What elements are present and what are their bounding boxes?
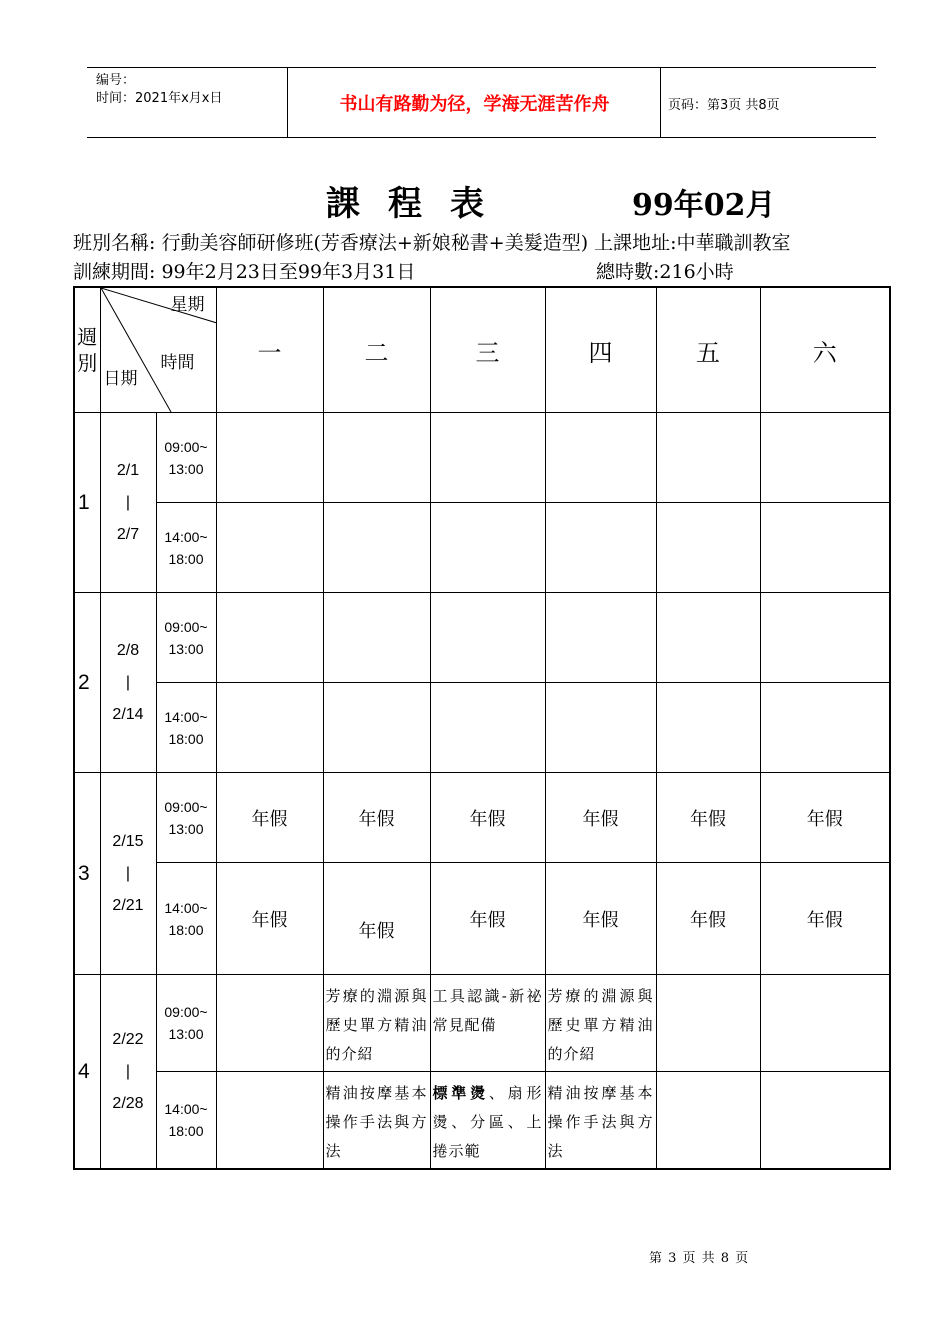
schedule-cell — [323, 503, 430, 593]
table-row — [74, 503, 890, 593]
corner-date-label: 日期 — [103, 369, 138, 389]
time-slot: 14:00~ 18:00 — [156, 863, 216, 975]
course-cell: 精油按摩基本操作手法與方法 — [323, 1072, 430, 1170]
table-row — [74, 863, 890, 975]
schedule-cell — [760, 1072, 890, 1170]
week-number: 4 — [74, 975, 100, 1170]
table-row — [74, 413, 890, 503]
schedule-cell — [656, 413, 760, 503]
course-rest-text: 、扇形燙、分區、上捲示範 — [432, 1084, 543, 1160]
date-range — [100, 593, 156, 773]
header-slogan: 书山有路勤为径，学海无涯苦作舟 — [339, 94, 610, 115]
date-range — [100, 413, 156, 593]
page-footer: 第 3 页 共 8 页 — [649, 1251, 750, 1266]
table-header-row — [74, 287, 890, 413]
schedule-cell — [656, 1072, 760, 1170]
schedule-cell — [323, 683, 430, 773]
number-label: 编号： — [96, 73, 136, 88]
day-header: 一 — [216, 287, 323, 413]
schedule-cell — [760, 503, 890, 593]
date-start: 2/15 — [112, 832, 144, 850]
schedule-cell — [430, 503, 545, 593]
holiday-cell: 年假 — [216, 863, 323, 975]
corner-time-label: 時間 — [160, 353, 195, 373]
schedule-cell — [216, 503, 323, 593]
schedule-cell — [760, 413, 890, 503]
date-end: 2/21 — [112, 896, 144, 914]
holiday-cell: 年假 — [323, 863, 430, 975]
course-bold-text: 標準燙 — [432, 1084, 489, 1102]
table-row — [74, 975, 890, 1072]
title-date: 99年02月 — [632, 188, 776, 223]
schedule-cell — [545, 503, 656, 593]
course-cell-bold-prefix — [430, 1072, 545, 1170]
date-range — [100, 773, 156, 975]
date-end: 2/7 — [116, 525, 140, 543]
holiday-cell: 年假 — [545, 773, 656, 863]
time-slot: 09:00~ 13:00 — [156, 413, 216, 503]
week-number: 1 — [74, 413, 100, 593]
schedule-cell — [760, 593, 890, 683]
time-label: 时间：2021年x月x日 — [96, 91, 223, 106]
holiday-cell: 年假 — [760, 773, 890, 863]
date-end: 2/14 — [112, 705, 144, 723]
schedule-cell — [216, 593, 323, 683]
table-row — [74, 1072, 890, 1170]
week-column-header — [74, 287, 100, 413]
date-separator: | — [125, 493, 131, 511]
training-period-line — [73, 257, 734, 284]
class-info: 班別名稱: 行動美容師研修班(芳香療法+新娘秘書+美髮造型) 上課地址:中華職訓教室 — [73, 232, 791, 254]
week-column-label: 週別 — [77, 325, 98, 375]
time-slot: 14:00~ 18:00 — [156, 1072, 216, 1170]
time-slot: 09:00~ 13:00 — [156, 773, 216, 863]
date-separator: | — [125, 673, 131, 691]
schedule-cell — [216, 975, 323, 1072]
total-hours: 總時數:216小時 — [596, 261, 734, 283]
header-meta — [96, 72, 222, 108]
day-header: 五 — [656, 287, 760, 413]
holiday-cell: 年假 — [216, 773, 323, 863]
table-row — [74, 683, 890, 773]
date-end: 2/28 — [112, 1094, 144, 1112]
time-slot: 09:00~ 13:00 — [156, 975, 216, 1072]
week-number: 3 — [74, 773, 100, 975]
page-indicator: 页码：第3页 共8页 — [668, 98, 780, 113]
date-start: 2/22 — [112, 1030, 144, 1048]
schedule-cell — [216, 1072, 323, 1170]
table-row — [74, 593, 890, 683]
course-cell: 芳療的淵源與歷史單方精油的介紹 — [323, 975, 430, 1072]
schedule-cell — [656, 503, 760, 593]
schedule-cell — [545, 593, 656, 683]
schedule-cell — [430, 683, 545, 773]
course-cell: 工具認識-新祕常見配備 — [430, 975, 545, 1072]
schedule-cell — [760, 975, 890, 1072]
training-period: 訓練期間: 99年2月23日至99年3月31日 — [73, 261, 416, 283]
holiday-cell: 年假 — [430, 773, 545, 863]
header-divider — [660, 68, 661, 137]
corner-week-label: 星期 — [170, 295, 205, 315]
holiday-cell: 年假 — [656, 863, 760, 975]
holiday-cell: 年假 — [760, 863, 890, 975]
date-range — [100, 975, 156, 1170]
date-start: 2/8 — [116, 641, 140, 659]
day-header: 三 — [430, 287, 545, 413]
holiday-cell: 年假 — [656, 773, 760, 863]
schedule-cell — [545, 683, 656, 773]
document-header — [87, 67, 876, 138]
week-number: 2 — [74, 593, 100, 773]
day-header: 六 — [760, 287, 890, 413]
schedule-cell — [545, 413, 656, 503]
schedule-cell — [216, 413, 323, 503]
date-separator: | — [125, 864, 131, 882]
schedule-cell — [430, 593, 545, 683]
holiday-cell: 年假 — [323, 773, 430, 863]
holiday-cell: 年假 — [430, 863, 545, 975]
holiday-cell: 年假 — [545, 863, 656, 975]
day-header: 二 — [323, 287, 430, 413]
day-header: 四 — [545, 287, 656, 413]
date-separator: | — [125, 1062, 131, 1080]
schedule-cell — [323, 593, 430, 683]
schedule-cell — [430, 413, 545, 503]
schedule-cell — [760, 683, 890, 773]
time-slot: 09:00~ 13:00 — [156, 593, 216, 683]
page-title: 課程表 — [326, 184, 512, 224]
schedule-cell — [656, 683, 760, 773]
schedule-cell — [656, 975, 760, 1072]
time-slot: 14:00~ 18:00 — [156, 503, 216, 593]
corner-header — [100, 287, 216, 413]
course-cell: 芳療的淵源與歷史單方精油的介紹 — [545, 975, 656, 1072]
schedule-cell — [216, 683, 323, 773]
table-row — [74, 773, 890, 863]
schedule-cell — [656, 593, 760, 683]
time-slot: 14:00~ 18:00 — [156, 683, 216, 773]
schedule-cell — [323, 413, 430, 503]
date-start: 2/1 — [116, 461, 140, 479]
schedule-table — [73, 286, 891, 1170]
course-cell: 精油按摩基本操作手法與方法 — [545, 1072, 656, 1170]
